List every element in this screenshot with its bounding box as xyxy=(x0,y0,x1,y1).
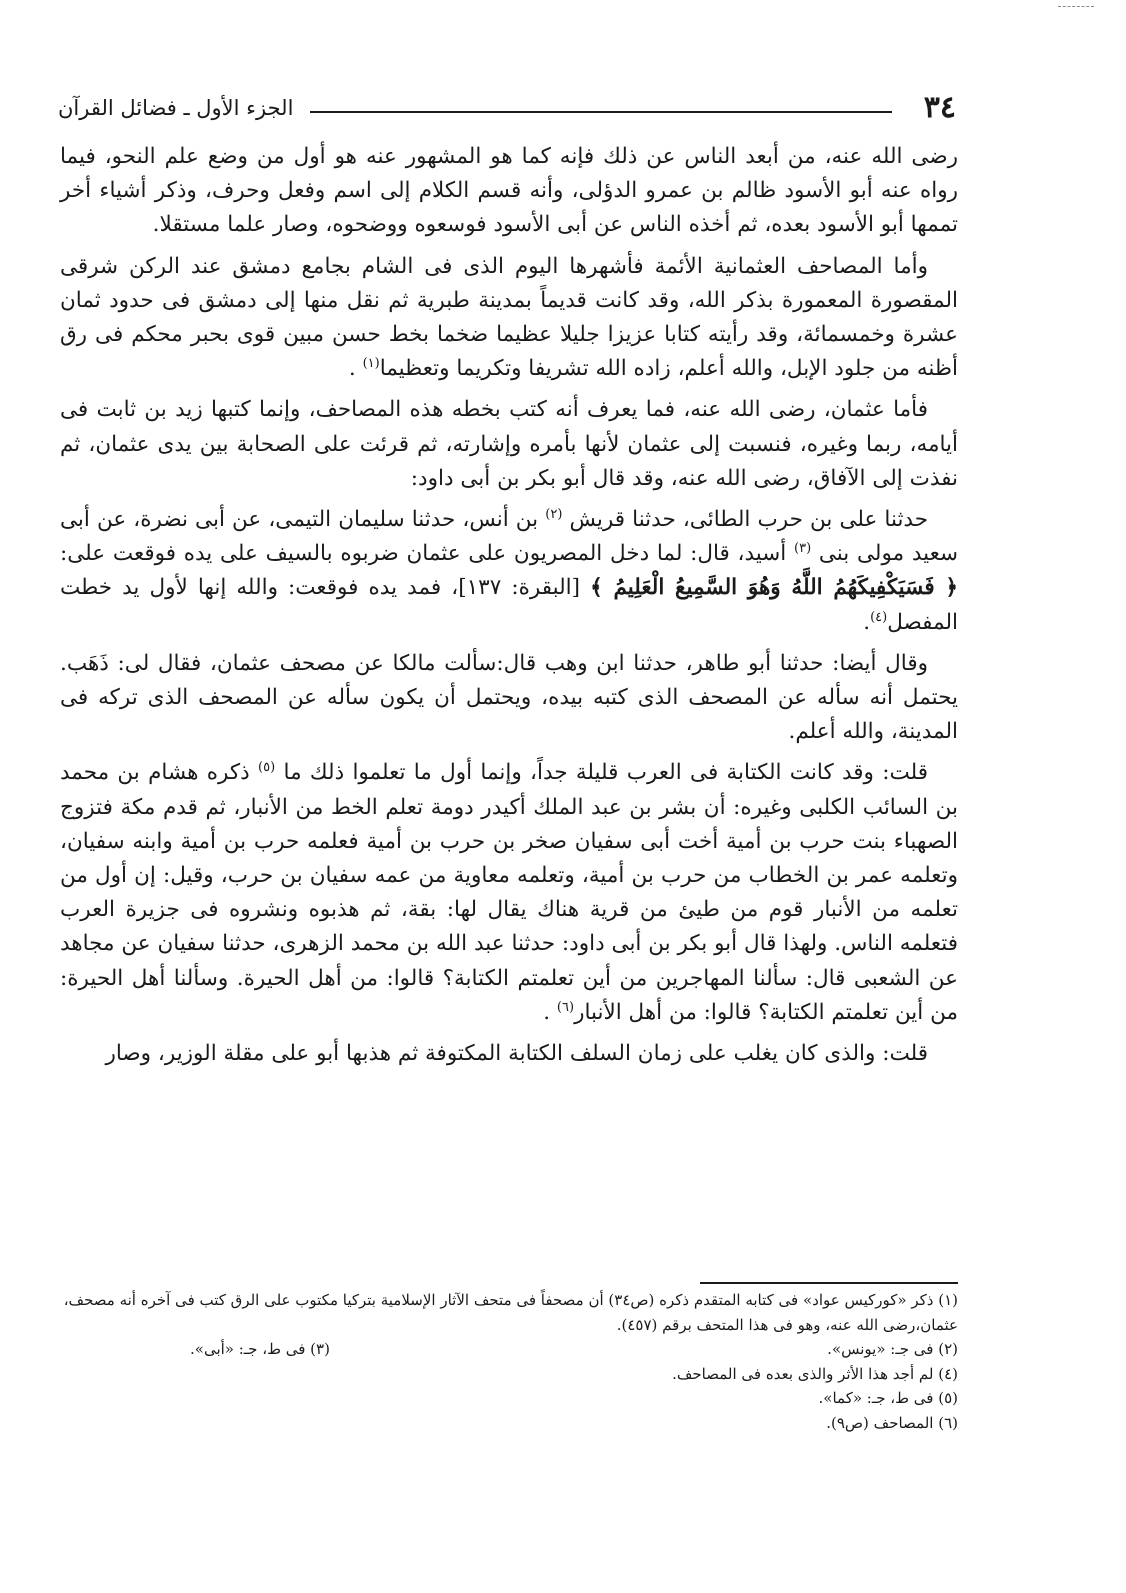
scan-corner-mark xyxy=(1058,6,1094,9)
running-title: الجزء الأول ـ فضائل القرآن xyxy=(58,96,294,120)
paragraph-text: قلت: والذى كان يغلب على زمان السلف الكتابة المكتوفة ثم هذبها أبو على مقلة الوزير، وصار xyxy=(105,1041,928,1067)
page-header xyxy=(58,86,956,130)
paragraph xyxy=(60,393,958,496)
footnote-ref[interactable]: (٢) xyxy=(545,506,563,522)
footnote-5: (٥) فى ط، جـ: «كما». xyxy=(818,1389,958,1407)
paragraph-text: رضى الله عنه، من أبعد الناس عن ذلك فإنه كما هو المشهور عنه هو أول من وضع علم النحو، فيما رواه عنه أبو الأسود ظالم بن عمرو الدؤلى، وأنه قسم الكلام إلى اسم وفعل وحرف، وذكر أشياء أخر تممها أبو الأسود بعده، ثم أخذه الناس عن أبى الأسود فوسعوه ووضحوه، وصار علما مستقلا. xyxy=(60,144,958,238)
footnote-6: (٦) المصاحف (ص٩). xyxy=(826,1413,958,1432)
footnote-ref[interactable]: (٣) xyxy=(794,541,812,557)
punctuation: . xyxy=(863,609,871,635)
paragraph xyxy=(60,647,958,750)
punctuation: . xyxy=(543,999,551,1025)
paragraph-text: [البقرة: ١٣٧]، فمد يده فوقعت: والله إنها لأول يد خطت المفصل xyxy=(60,575,958,635)
footnote-ref[interactable]: (٦) xyxy=(556,999,575,1015)
paragraph xyxy=(60,503,958,640)
paragraph xyxy=(60,756,958,1030)
footnote-ref[interactable]: (٥) xyxy=(258,760,276,776)
paragraph-text: أسيد، قال: لما دخل المصريون على عثمان ضربوه بالسيف على يده فوقعت على: xyxy=(60,541,794,567)
footnote-ref[interactable]: (٤) xyxy=(870,609,888,625)
paragraph-text: قلت: وقد كانت الكتابة فى العرب قليلة جداً، وإنما أول ما تعلموا ذلك ما xyxy=(283,760,928,786)
page-number: ٣٤ xyxy=(923,90,956,125)
paragraph xyxy=(60,250,958,387)
paragraph-text: وقال أيضا: حدثنا أبو طاهر، حدثنا ابن وهب قال:سألت مالكا عن مصحف عثمان، فقال لى: ذَهَب. يحتمل أنه سأله عن المصحف الذى كتبه بيده، ويحتمل أن يكون سأله عن المصحف الذى تركه فى المدينة، والله أعلم. xyxy=(60,650,958,745)
paragraph xyxy=(60,1037,958,1071)
footnote-ref[interactable]: (١) xyxy=(362,356,380,372)
paragraph-text: فأما عثمان، رضى الله عنه، فما يعرف أنه كتب بخطه هذه المصاحف، وإنما كتبها زيد بن ثابت فى أيامه، ربما وغيره، فنسبت إلى عثمان لأنها بأمره وإشارته، ثم قرئت على الصحابة بين يدى عثمان، ثم نفذت إلى الآفاق، رضى الله عنه، وقد قال أبو بكر بن أبى داود: xyxy=(60,397,958,491)
paragraph-text: ذكره هشام بن محمد بن السائب الكلبى وغيره: أن بشر بن عبد الملك أكيدر دومة تعلم الخط من الأنبار، ثم قدم مكة فتزوج الصهباء بنت حرب بن أمية أخت أبى سفيان صخر بن حرب بن أمية فعلمه حرب بن أمية وابنه سفيان، وتعلمه عمر بن الخطاب من حرب بن أمية، وتعلمه معاوية من عمه سفيان بن حرب، وقيل: إن أول من تعلمه من الأنبار قوم من طيئ من قرية هناك يقال لها: بقة، ثم هذبوه ونشروه فى جزيرة العرب فتعلمه الناس. ولهذا قال أبو بكر بن أبى داود: حدثنا عبد الله بن محمد الزهرى، حدثنا سفيان عن مجاهد عن الشعبى قال: سألنا المهاجرين من أين تعلمتم الكتابة؟ قالوا: من أهل الحيرة. وسألنا أهل الحيرة: من أين تعلمتم الكتابة؟ قالوا: من أهل الأنبار xyxy=(60,760,958,1025)
footnotes xyxy=(60,1288,958,1435)
footnote-row xyxy=(60,1337,958,1362)
paragraph-text: حدثنا على بن حرب الطائى، حدثنا قريش xyxy=(569,507,929,533)
footnote-3: (٣) فى ط، جـ: «أبى». xyxy=(190,1340,330,1358)
footnote-2: (٢) فى جـ: «يونس». xyxy=(827,1340,958,1358)
footnote-rule xyxy=(700,1282,958,1284)
paragraph xyxy=(60,140,958,243)
paragraph-text: وأما المصاحف العثمانية الأئمة فأشهرها اليوم الذى فى الشام بجامع دمشق عند الركن شرقى المقصورة المعمورة بذكر الله، وقد كانت قديماً بمدينة طبرية ثم نقل منها إلى دمشق فى حدود ثمان عشرة وخمسمائة، وقد رأيته كتابا عزيزا جليلا عظيما ضخما بخط حسن مبين قوى بحبر محكم فى رق أظنه من جلود الإبل، والله أعلم، زاده الله تشريفا وتكريما وتعظيما xyxy=(60,253,958,382)
footnote-1: (١) ذكر «كوركيس عواد» فى كتابه المتقدم ذكره (ص٣٤) أن مصحفاً فى متحف الآثار الإسلامية بتركيا مكتوب على الرق كتب فى آخره أنه مصحف، عثمان،رضى الله عنه، وهو فى هذا المتحف برقم (٤٥٧). xyxy=(63,1291,958,1334)
main-text xyxy=(60,140,958,1071)
punctuation: . xyxy=(348,356,356,382)
paragraph-text: بن أنس، حدثنا سليمان التيمى، عن أبى نضرة، عن أبى سعيد مولى بنى xyxy=(60,507,958,567)
quran-verse: ﴿ فَسَيَكْفِيكَهُمُ اللَّهُ وَهُوَ السَّمِيعُ الْعَلِيمُ ﴾ xyxy=(590,575,958,601)
header-rule xyxy=(310,111,892,113)
footnote-4: (٤) لم أجد هذا الأثر والذى بعده فى المصاحف. xyxy=(672,1364,958,1383)
